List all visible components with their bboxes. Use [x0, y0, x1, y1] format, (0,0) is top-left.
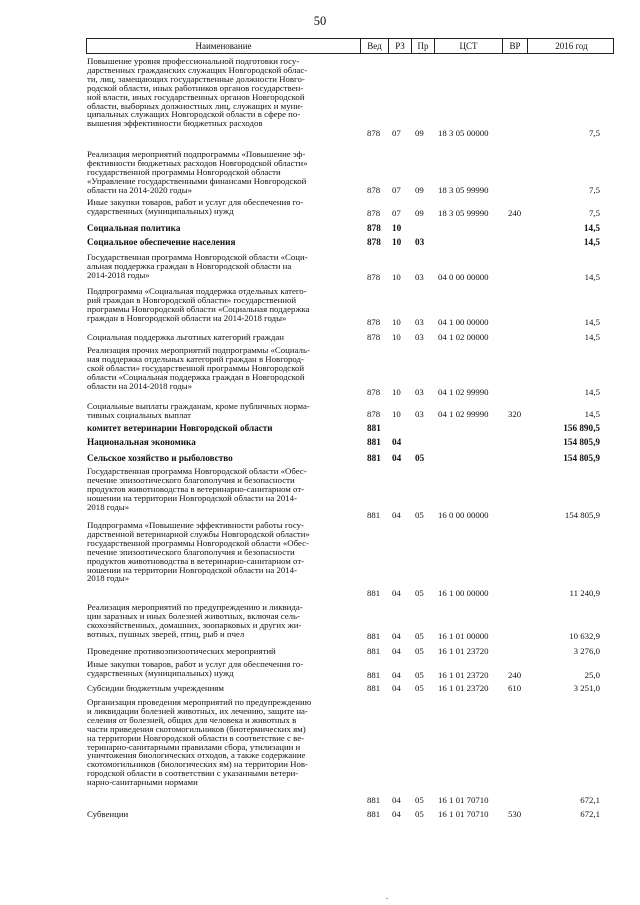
row-ved: 878 — [367, 128, 381, 138]
row-amount: 14,5 — [584, 332, 600, 342]
row-rz: 04 — [392, 453, 402, 463]
row-name-line: родской области, иных работников органов государствен- — [87, 82, 304, 93]
row-name — [87, 438, 359, 447]
row-rz: 04 — [392, 437, 402, 447]
row-vr: 530 — [508, 809, 522, 819]
row-name-line: сударственных (муниципальных) нужд — [87, 667, 234, 678]
row-name-line: Социальные выплаты гражданам, кроме публичных норма- — [87, 401, 310, 411]
row-pr: 03 — [415, 272, 424, 282]
row-name-line: Социальное обеспечение населения — [87, 237, 236, 247]
row-name-line: ципальных служащих Новгородской области в сфере по- — [87, 109, 301, 120]
row-name-line: 2014-2018 годы» — [87, 269, 150, 280]
row-pr: 05 — [415, 631, 424, 641]
row-name-line: скохозяйственных, домашних, зоопарковых и других жи- — [87, 619, 302, 630]
row-name — [87, 521, 359, 583]
row-name-line: Субсидии бюджетным учреждениям — [87, 683, 224, 693]
row-name-line: дарственных гражданских служащих Новгородской облас- — [87, 64, 308, 75]
row-amount: 154 805,9 — [563, 453, 600, 463]
row-name-line: тивных социальных выплат — [87, 409, 191, 420]
row-ved: 881 — [367, 670, 381, 680]
row-name-line: уничтожения биологических отходов, а также содержание — [87, 750, 306, 761]
row-name-line: Организация проведения мероприятий по предупреждению — [87, 697, 312, 707]
row-cst: 04 1 02 00000 — [438, 332, 489, 342]
row-rz: 04 — [392, 631, 401, 641]
row-amount: 14,5 — [584, 409, 600, 419]
row-name-line: альная поддержка граждан в Новгородской области на — [87, 260, 292, 271]
row-name-line: области, выборных должностных лиц, служащих и муни- — [87, 100, 303, 111]
row-name-line: дарственной ветеринарной службы Новгородской области» — [87, 528, 310, 539]
row-name-line: продуктов животноводства в ветеринарно-санитарном от- — [87, 555, 305, 566]
row-name-line: нарно-санитарными нормами — [87, 777, 198, 788]
row-ved: 881 — [367, 510, 381, 520]
row-pr: 05 — [415, 795, 424, 805]
row-amount: 14,5 — [584, 387, 600, 397]
row-name-line: области на 2014-2020 годы» — [87, 184, 193, 195]
row-amount: 3 251,0 — [573, 683, 600, 693]
row-rz: 10 — [392, 332, 401, 342]
row-pr: 03 — [415, 387, 424, 397]
row-amount: 14,5 — [584, 317, 600, 327]
row-name — [87, 238, 359, 247]
row-name-line: государственной программы Новгородской области «Обес- — [87, 537, 309, 548]
row-name — [87, 333, 359, 342]
row-pr: 05 — [415, 683, 424, 693]
row-name-line: селения от болезней, общих для человека и животных в — [87, 714, 297, 725]
row-pr: 03 — [415, 237, 425, 247]
row-cst: 16 1 01 00000 — [438, 631, 489, 641]
row-ved: 878 — [367, 223, 381, 233]
row-ved: 878 — [367, 185, 381, 195]
page-number: 50 — [313, 14, 327, 28]
row-ved: 881 — [367, 683, 381, 693]
row-name-line: Проведение противоэпизоотических мероприятий — [87, 646, 276, 656]
row-rz: 04 — [392, 646, 401, 656]
row-name — [87, 346, 359, 391]
row-vr: 610 — [508, 683, 522, 693]
row-name-line: Иные закупки товаров, работ и услуг для обеспечения го- — [87, 659, 304, 669]
row-ved: 881 — [367, 631, 381, 641]
row-name-line: Подпрограмма «Социальная поддержка отдельных катего- — [87, 286, 307, 296]
row-rz: 07 — [392, 208, 401, 218]
row-ved: 878 — [367, 208, 381, 218]
row-cst: 16 0 00 00000 — [438, 510, 489, 520]
row-rz: 04 — [392, 670, 401, 680]
header-ved: Вед — [361, 39, 389, 53]
row-ved: 878 — [367, 409, 381, 419]
row-name-line: печение эпизоотического благополучия и безопасности — [87, 474, 295, 485]
row-name-line: ношении на территории Новгородской области на 2014- — [87, 564, 297, 575]
row-name-line: печение эпизоотического благополучия и безопасности — [87, 546, 295, 557]
row-name-line: Государственная программа Новгородской области «Обес- — [87, 466, 307, 476]
row-rz: 10 — [392, 272, 401, 282]
row-amount: 3 276,0 — [573, 646, 600, 656]
row-pr: 03 — [415, 332, 424, 342]
row-ved: 881 — [367, 646, 381, 656]
row-name — [87, 810, 359, 819]
row-cst: 04 1 02 99990 — [438, 409, 489, 419]
row-rz: 07 — [392, 128, 401, 138]
row-name — [87, 698, 359, 787]
row-name-line: Национальная экономика — [87, 437, 196, 447]
row-name-line: «Управление государственными финансами Новгородской — [87, 175, 307, 186]
row-rz: 10 — [392, 317, 401, 327]
row-name-line: государственной программы Новгородской области — [87, 166, 281, 177]
row-cst: 16 1 01 23720 — [438, 670, 489, 680]
header-cst: ЦСТ — [435, 39, 503, 53]
row-rz: 10 — [392, 223, 402, 233]
row-name — [87, 402, 359, 420]
row-ved: 878 — [367, 332, 381, 342]
row-name-line: Социальная поддержка льготных категорий граждан — [87, 332, 284, 342]
row-rz: 10 — [392, 387, 401, 397]
row-name-line: вышения эффективности бюджетных расходов — [87, 118, 263, 129]
row-pr: 03 — [415, 409, 424, 419]
row-amount: 7,5 — [589, 208, 600, 218]
row-name-line: фективности бюджетных расходов Новгородской области» — [87, 157, 308, 168]
row-pr: 05 — [415, 588, 424, 598]
row-name-line: области «Социальная поддержка граждан в Новгородской — [87, 371, 305, 382]
row-ved: 881 — [367, 588, 381, 598]
row-pr: 09 — [415, 128, 424, 138]
row-name-line: Социальная политика — [87, 223, 181, 233]
row-cst: 16 1 00 00000 — [438, 588, 489, 598]
row-name-line: ная поддержка отдельных категорий граждан в Новгород- — [87, 353, 304, 364]
row-name-line: на территории Новгородской области в соответствие с ве- — [87, 732, 305, 743]
row-name-line: Реализация мероприятий по предупреждению и ликвида- — [87, 602, 303, 612]
row-name-line: ской области» государственной программы Новгородской — [87, 362, 305, 373]
header-vr: ВР — [503, 39, 528, 53]
row-name-line: городской области в соответствии с указанными ветери- — [87, 768, 299, 779]
row-ved: 881 — [367, 809, 381, 819]
row-name — [87, 424, 359, 433]
row-ved: 878 — [367, 237, 381, 247]
row-name-line: рий граждан в Новгородской области» государственной — [87, 294, 297, 305]
row-pr: 05 — [415, 510, 424, 520]
row-cst: 16 1 01 70710 — [438, 809, 489, 819]
row-rz: 04 — [392, 588, 401, 598]
row-amount: 25,0 — [584, 670, 600, 680]
row-name-line: Государственная программа Новгородской области «Соци- — [87, 252, 308, 262]
row-name — [87, 647, 359, 656]
row-name — [87, 253, 359, 280]
row-pr: 05 — [415, 453, 425, 463]
row-ved: 881 — [367, 423, 381, 433]
row-name-line: области на 2014-2018 годы» — [87, 380, 193, 391]
row-amount: 156 890,5 — [563, 423, 600, 433]
row-name-line: сударственных (муниципальных) нужд — [87, 205, 234, 216]
row-rz: 04 — [392, 683, 401, 693]
row-name — [87, 603, 359, 639]
row-name-line: и ликвидации болезней животных, их лечению, защите на- — [87, 705, 308, 716]
row-name — [87, 467, 359, 512]
row-rz: 04 — [392, 795, 401, 805]
row-name-line: ной власти, иных государственных органов Новгородской — [87, 91, 305, 102]
row-rz: 04 — [392, 510, 401, 520]
row-amount: 672,1 — [580, 795, 600, 805]
row-name-line: программы Новгородской области «Социальная поддержка — [87, 303, 310, 314]
row-cst: 18 3 05 99990 — [438, 208, 489, 218]
row-cst: 16 1 01 23720 — [438, 683, 489, 693]
row-vr: 240 — [508, 208, 522, 218]
table-header — [86, 38, 614, 54]
row-amount: 7,5 — [589, 128, 600, 138]
row-amount: 14,5 — [584, 272, 600, 282]
page-mark: . — [386, 892, 388, 901]
row-name-line: Подпрограмма «Повышение эффективности работы госу- — [87, 520, 304, 530]
row-name — [87, 198, 359, 216]
row-amount: 672,1 — [580, 809, 600, 819]
row-vr: 320 — [508, 409, 522, 419]
row-name-line: Реализация прочих мероприятий подпрограммы «Социаль- — [87, 345, 310, 355]
row-pr: 09 — [415, 208, 424, 218]
row-pr: 05 — [415, 670, 424, 680]
row-cst: 18 3 05 99990 — [438, 185, 489, 195]
row-pr: 03 — [415, 317, 424, 327]
row-name-line: вотных, пушных зверей, птиц, рыб и пчел — [87, 628, 245, 639]
row-ved: 881 — [367, 795, 381, 805]
row-name-line: части приведения скотомогильников (биотермических ям) — [87, 723, 306, 734]
row-name-line: ти, лиц, замещающих государственные должности Новго- — [87, 73, 305, 84]
row-pr: 05 — [415, 646, 424, 656]
row-pr: 09 — [415, 185, 424, 195]
row-name-line: 2018 годы» — [87, 501, 130, 512]
row-name-line: Повышение уровня профессиональной подготовки госу- — [87, 56, 300, 66]
row-amount: 11 240,9 — [569, 588, 600, 598]
row-cst: 04 0 00 00000 — [438, 272, 489, 282]
row-cst: 04 1 00 00000 — [438, 317, 489, 327]
row-name — [87, 660, 359, 678]
row-cst: 16 1 01 70710 — [438, 795, 489, 805]
row-rz: 07 — [392, 185, 401, 195]
row-name — [87, 150, 359, 195]
row-name-line: продуктов животноводства в ветеринарно-санитарном от- — [87, 483, 305, 494]
row-name-line: ции заразных и иных болезней животных, включая сель- — [87, 610, 300, 621]
row-amount: 14,5 — [583, 237, 600, 247]
row-name-line: скотомогильников (биологических ям) на территории Нов- — [87, 759, 308, 770]
row-rz: 04 — [392, 809, 401, 819]
row-rz: 10 — [392, 409, 401, 419]
row-name — [87, 287, 359, 323]
header-year: 2016 год — [555, 41, 588, 51]
row-name-line: 2018 годы» — [87, 573, 130, 584]
header-name: Наименование — [87, 39, 361, 53]
row-name — [87, 684, 359, 693]
row-name — [87, 57, 359, 128]
header-rz: РЗ — [389, 39, 412, 53]
row-name-line: ношении на территории Новгородской области на 2014- — [87, 492, 297, 503]
row-name-line: Реализация мероприятий подпрограммы «Повышение эф- — [87, 149, 306, 159]
row-cst: 04 1 02 99990 — [438, 387, 489, 397]
row-name-line: Иные закупки товаров, работ и услуг для обеспечения го- — [87, 197, 304, 207]
row-rz: 10 — [392, 237, 402, 247]
row-name — [87, 454, 359, 463]
row-name-line: Сельское хозяйство и рыболовство — [87, 453, 233, 463]
row-cst: 18 3 05 00000 — [438, 128, 489, 138]
row-name — [87, 224, 359, 233]
row-ved: 878 — [367, 387, 381, 397]
row-name-line: Субвенции — [87, 809, 129, 819]
row-ved: 878 — [367, 272, 381, 282]
row-vr: 240 — [508, 670, 522, 680]
row-ved: 878 — [367, 317, 381, 327]
row-amount: 7,5 — [589, 185, 600, 195]
row-amount: 14,5 — [583, 223, 600, 233]
header-pr: Пр — [412, 39, 435, 53]
row-name-line: теринарно-санитарными правилами сбора, утилизации и — [87, 741, 301, 752]
row-name-line: комитет ветеринарии Новгородской области — [87, 423, 273, 433]
row-amount: 10 632,9 — [569, 631, 600, 641]
row-cst: 16 1 01 23720 — [438, 646, 489, 656]
row-ved: 881 — [367, 437, 381, 447]
row-name-line: граждан в Новгородской области на 2014-2018 годы» — [87, 312, 287, 323]
row-amount: 154 805,9 — [564, 510, 600, 520]
row-ved: 881 — [367, 453, 381, 463]
row-amount: 154 805,9 — [563, 437, 600, 447]
row-pr: 05 — [415, 809, 424, 819]
